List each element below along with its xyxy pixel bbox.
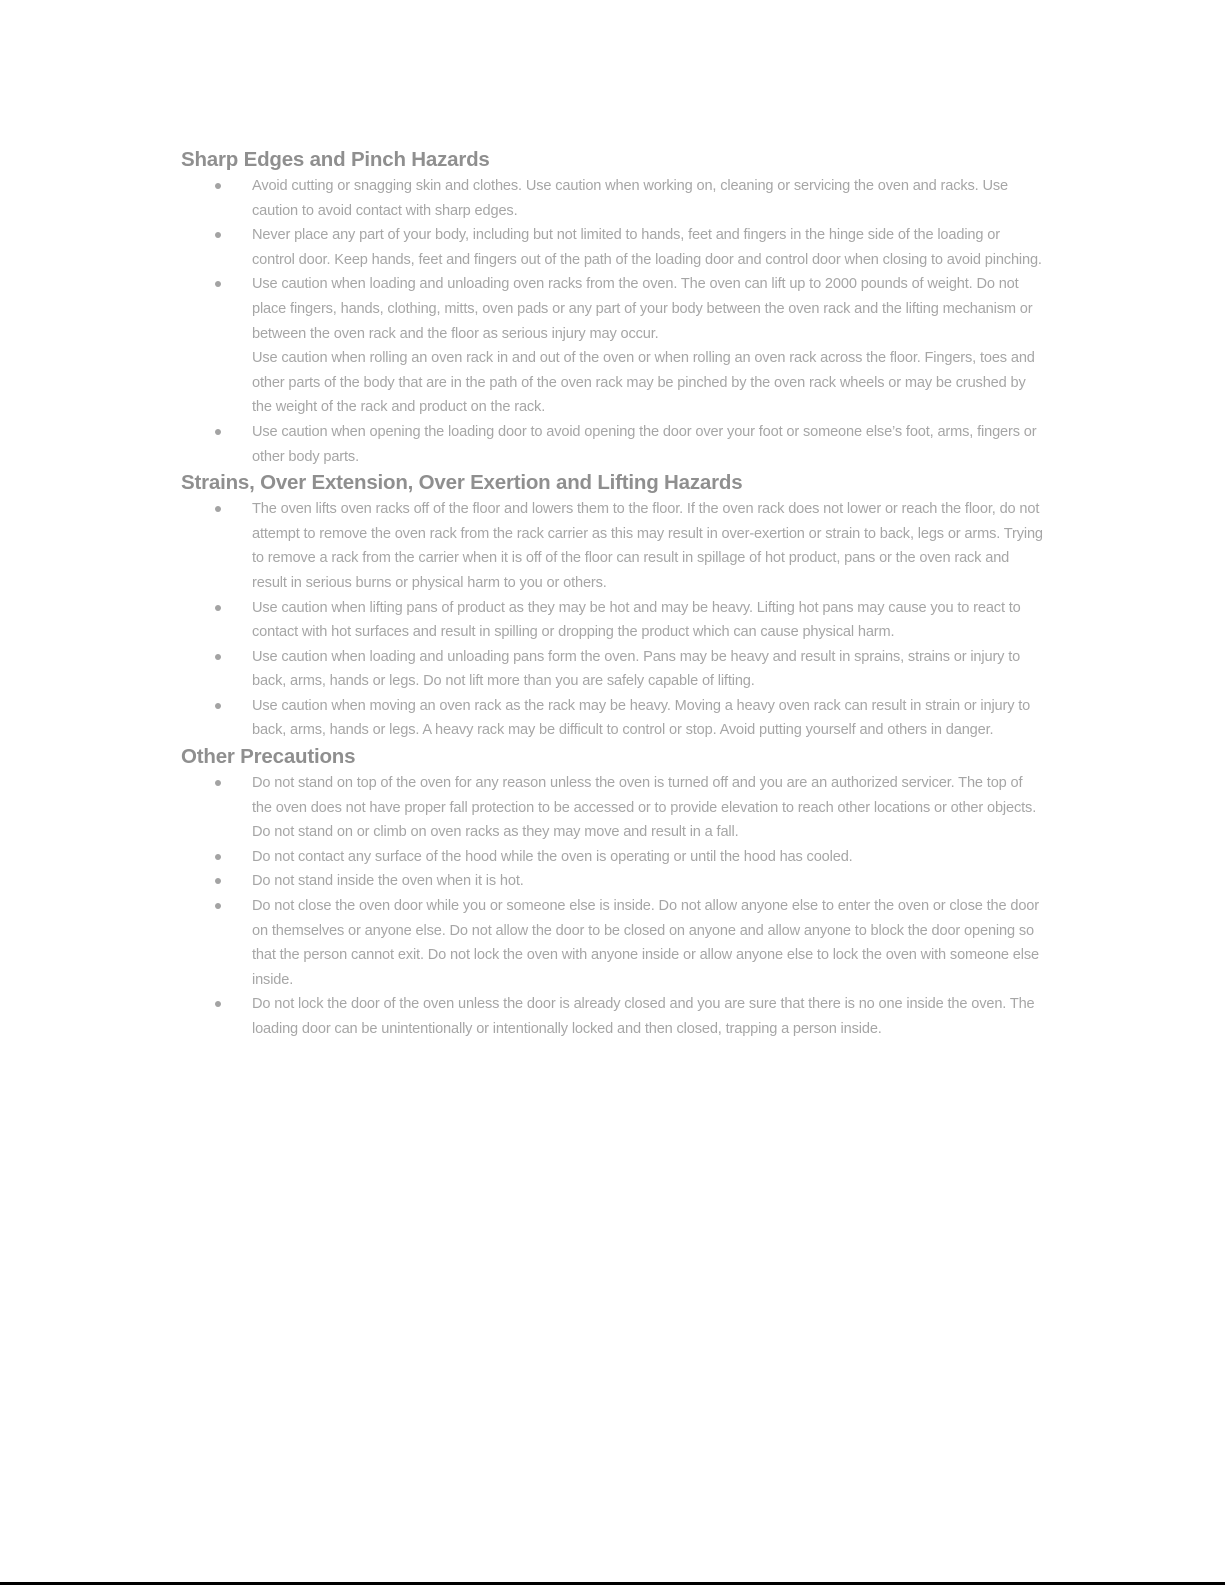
list-item-text: Use caution when lifting pans of product as they may be hot and may be heavy. Lifting hot pans may cause you to react to contact with hot surfaces and result in spilling or dropping the product which can cause physical harm.	[252, 599, 1021, 641]
list-item-text: Use caution when loading and unloading oven racks from the oven. The oven can lift up to 2000 pounds of weight. Do not place fingers, hands, clothing, mitts, oven pads or any part of your body between the oven rack and the lifting mechanism or between the oven rack and the floor as serious injury may occur.	[252, 276, 1033, 342]
list-item	[181, 420, 1046, 469]
list-item	[181, 497, 1046, 595]
list-item-text: Use caution when opening the loading door to avoid opening the door over your foot or someone else’s foot, arms, fingers or other body parts.	[252, 423, 1037, 465]
list-item-text: Avoid cutting or snagging skin and clothes. Use caution when working on, cleaning or servicing the oven and racks. Use caution to avoid contact with sharp edges.	[252, 178, 1008, 219]
list-item-text: The oven lifts oven racks off of the floor and lowers them to the floor. If the oven rack does not lower or reach the floor, do not attempt to remove the oven rack from the rack carrier as this may result in over-exertion or strain to back, legs or arms. Trying to remove a rack from the carrier when it is off of the floor can result in spillage of hot product, pans or the oven rack and result in serious burns or physical harm to you or others.	[252, 501, 1043, 591]
bullet-list-sharp-edges	[181, 174, 1046, 469]
list-item-text: Do not stand inside the oven when it is hot.	[252, 873, 524, 890]
list-item	[181, 174, 1046, 223]
list-item	[181, 694, 1046, 743]
bullet-icon	[215, 281, 221, 287]
list-item-text: Do not stand on top of the oven for any reason unless the oven is turned off and you are an authorized servicer. The top of the oven does not have proper fall protection to be accessed or to provide elevation to reach other locations or other objects. Do not stand on or climb on oven racks as they may move and result in a fall.	[252, 775, 1037, 841]
list-item-text: Use caution when loading and unloading pans form the oven. Pans may be heavy and result in sprains, strains or injury to back, arms, hands or legs. Do not lift more than you are safely capable of lifting.	[252, 648, 1021, 690]
bullet-icon	[215, 878, 221, 884]
bullet-icon	[215, 429, 221, 435]
list-item	[181, 771, 1046, 845]
list-item-text: Use caution when rolling an oven rack in and out of the oven or when rolling an oven rack across the floor. Fingers, toes and other parts of the body that are in the path of the oven rack may be pinched by the oven rack wheels or may be crushed by the weight of the rack and product on the rack.	[252, 350, 1035, 416]
bullet-icon	[215, 506, 221, 512]
bullet-icon	[215, 780, 221, 786]
list-item	[181, 992, 1046, 1041]
list-item-text: Do not lock the door of the oven unless the door is already closed and you are sure that there is no one inside the oven. The loading door can be unintentionally or intentionally locked and then closed, trapping a person inside.	[252, 996, 1035, 1037]
list-item	[181, 845, 1046, 870]
list-item	[181, 223, 1046, 272]
list-item-text: Do not close the oven door while you or someone else is inside. Do not allow anyone else to enter the oven or close the door on themselves or anyone else. Do not allow the door to be closed on anyone and allow anyone to block the door opening so that the person cannot exit. Do not lock the oven with anyone inside or allow anyone else to lock the oven with someone else inside.	[252, 898, 1039, 988]
section-heading-other-precautions: Other Precautions	[181, 745, 356, 769]
list-item	[181, 894, 1046, 992]
bullet-icon	[215, 903, 221, 909]
list-item	[181, 272, 1046, 420]
list-item-text: Never place any part of your body, including but not limited to hands, feet and fingers in the hinge side of the loading or control door. Keep hands, feet and fingers out of the path of the loading door and control door when closing to avoid pinching.	[252, 227, 1042, 268]
list-item	[181, 596, 1046, 645]
bullet-icon	[215, 654, 221, 660]
document-content	[181, 146, 1046, 1042]
section-heading-strains: Strains, Over Extension, Over Exertion and Lifting Hazards	[181, 471, 743, 495]
bullet-icon	[215, 183, 221, 189]
bullet-icon	[215, 1001, 221, 1007]
list-item-text: Use caution when moving an oven rack as the rack may be heavy. Moving a heavy oven rack can result in strain or injury to back, arms, hands or legs. A heavy rack may be difficult to control or stop. Avoid putting yourself and others in danger.	[252, 697, 1031, 739]
bullet-icon	[215, 703, 221, 709]
bullet-list-other-precautions	[181, 771, 1046, 1042]
section-heading-sharp-edges: Sharp Edges and Pinch Hazards	[181, 148, 490, 171]
list-item	[181, 869, 1046, 894]
bullet-icon	[215, 854, 221, 860]
list-item	[181, 645, 1046, 694]
bullet-icon	[215, 605, 221, 611]
bullet-list-strains	[181, 497, 1046, 743]
bullet-icon	[215, 232, 221, 238]
list-item-text: Do not contact any surface of the hood while the oven is operating or until the hood has cooled.	[252, 848, 853, 865]
